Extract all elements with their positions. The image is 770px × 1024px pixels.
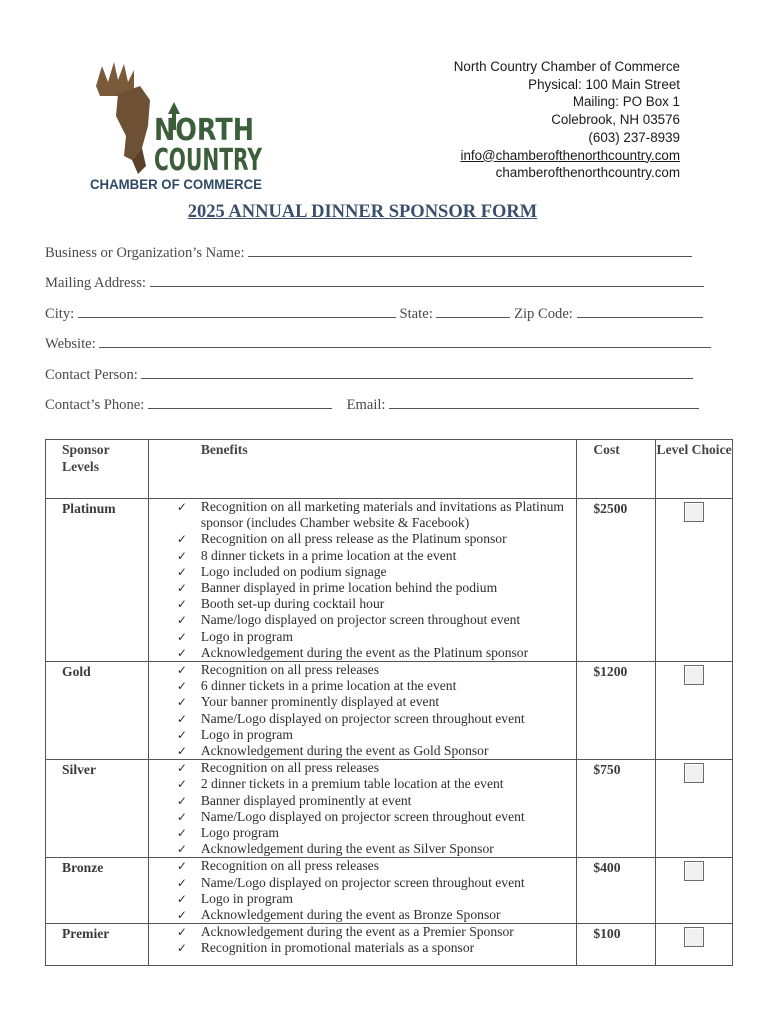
benefit-item [177,841,577,857]
checkmark-icon: ✓ [176,695,187,710]
sponsor-cost: $750 [577,760,656,858]
benefit-item [177,907,577,923]
svg-text:CHAMBER OF COMMERCE: CHAMBER OF COMMERCE [90,177,262,192]
svg-text:COUNTRY: COUNTRY [154,143,263,178]
level-choice-cell [656,924,733,966]
checkmark-icon: ✓ [176,925,187,940]
benefits-cell [148,760,577,858]
benefit-item [177,891,577,907]
form-title: 2025 ANNUAL DINNER SPONSOR FORM [187,202,538,222]
benefit-text: Recognition on all press releases [200,858,379,874]
benefits-list [177,499,577,661]
benefit-item [177,727,577,743]
benefits-list [177,662,577,759]
sponsor-level-name: Gold [46,662,149,760]
benefit-text: Logo in program [200,726,293,742]
phone-number: (603) 237-8939 [588,129,680,145]
benefit-text: Logo included on podium signage [200,563,387,579]
sponsor-level-name: Premier [46,924,149,966]
city-input[interactable] [78,305,396,318]
benefit-text: Name/Logo displayed on projector screen throughout event [200,710,525,726]
benefit-text: Acknowledgement during the event as Silver Sponsor [200,841,494,857]
checkmark-icon: ✓ [176,500,187,514]
phone-email-field [45,396,699,414]
benefits-list [177,924,577,956]
checkmark-icon: ✓ [176,581,187,596]
level-choice-checkbox[interactable] [684,927,704,947]
checkmark-icon: ✓ [176,842,187,857]
sponsor-table [45,439,733,966]
business-name-field [45,244,692,262]
benefits-cell [148,499,577,662]
contact-person-input[interactable] [141,366,693,379]
level-choice-cell [656,760,733,858]
zip-input[interactable] [577,305,703,318]
benefit-item [177,809,577,825]
benefit-text: Acknowledgement during the event as Gold Sponsor [200,743,489,759]
benefit-text: Name/Logo displayed on projector screen throughout event [200,808,525,824]
benefit-item [177,662,577,678]
checkmark-icon: ✓ [176,809,187,824]
business-name-input[interactable] [248,244,692,257]
mailing-address-input[interactable] [150,274,704,287]
sponsor-level-name: Silver [46,760,149,858]
benefit-item [177,645,577,661]
email-label: Email: [346,397,386,413]
moose-icon [88,56,268,194]
business-name-label: Business or Organization’s Name: [45,245,245,261]
sponsor-cost: $1200 [577,662,656,760]
checkmark-icon: ✓ [176,891,187,906]
header-sponsor-levels: Sponsor Levels [46,440,149,499]
checkmark-icon: ✓ [176,941,187,956]
benefit-item [177,678,577,694]
website-input[interactable] [99,335,711,348]
checkmark-icon: ✓ [176,663,187,678]
chamber-logo [88,56,268,194]
city-state-zip: Colebrook, NH 03576 [551,112,680,128]
checkmark-icon: ✓ [176,777,187,792]
benefit-item [177,940,577,956]
benefit-text: Recognition on all press releases [200,760,379,776]
benefit-text: Recognition in promotional materials as a sponsor [200,940,475,956]
zip-label: Zip Code: [514,306,573,322]
checkmark-icon: ✓ [176,761,187,776]
benefit-text: 6 dinner tickets in a prime location at the event [200,678,457,694]
svg-text:NORTH: NORTH [154,113,254,148]
checkmark-icon: ✓ [176,532,187,547]
benefit-item [177,596,577,612]
benefit-text: Banner displayed in prime location behind the podium [200,580,498,596]
benefit-text: Logo in program [200,890,293,906]
benefit-item [177,548,577,564]
benefit-item [177,924,577,940]
checkmark-icon: ✓ [176,727,187,742]
level-choice-cell [656,858,733,924]
sponsor-cost: $400 [577,858,656,924]
benefit-item [177,760,577,776]
benefit-text: Name/Logo displayed on projector screen throughout event [200,874,525,890]
website-field [45,335,711,353]
sponsor-row-bronze [46,858,733,924]
mailing-address-field [45,274,704,292]
checkmark-icon: ✓ [176,679,187,694]
benefit-text: Acknowledgement during the event as a Premier Sponsor [200,924,514,940]
checkmark-icon: ✓ [176,908,187,923]
sponsor-row-silver [46,760,733,858]
website-text: chamberofthenorthcountry.com [495,165,680,181]
physical-address: Physical: 100 Main Street [528,76,680,92]
checkmark-icon: ✓ [176,548,187,563]
state-input[interactable] [436,305,510,318]
benefit-text: Your banner prominently displayed at event [200,694,440,710]
benefits-cell [148,858,577,924]
benefit-item [177,629,577,645]
benefits-cell [148,924,577,966]
level-choice-checkbox[interactable] [684,861,704,881]
contact-person-label: Contact Person: [45,367,138,383]
sponsor-level-name: Platinum [46,499,149,662]
sponsor-row-gold [46,662,733,760]
benefit-text: 2 dinner tickets in a premium table location at the event [200,776,504,792]
phone-input[interactable] [148,396,332,409]
benefit-text: Acknowledgement during the event as the Platinum sponsor [200,644,529,660]
level-choice-checkbox[interactable] [684,665,704,685]
benefit-text: Booth set-up during cocktail hour [200,596,385,612]
benefit-text: Name/logo displayed on projector screen throughout event [200,612,521,628]
benefit-text: Banner displayed prominently at event [200,792,412,808]
header-level-choice: Level Choice [656,440,733,499]
city-state-zip-field [45,305,703,323]
benefit-item [177,499,577,531]
checkmark-icon: ✓ [176,793,187,808]
benefit-item [177,580,577,596]
benefit-item [177,531,577,547]
checkmark-icon: ✓ [176,875,187,890]
benefit-text: Recognition on all press release as the Platinum sponsor [200,531,507,547]
benefit-text: Recognition on all press releases [200,662,379,678]
contact-block [454,58,680,182]
checkmark-icon: ✓ [176,645,187,660]
mailing-address-label: Mailing Address: [45,275,146,291]
table-header-row [46,440,733,499]
benefit-item [177,875,577,891]
benefit-item [177,776,577,792]
header-cost: Cost [577,440,656,499]
level-choice-checkbox[interactable] [684,763,704,783]
benefit-text: Acknowledgement during the event as Bronze Sponsor [200,907,501,923]
benefit-item [177,825,577,841]
sponsor-row-premier [46,924,733,966]
checkmark-icon: ✓ [176,859,187,874]
city-label: City: [45,306,75,322]
benefit-item [177,694,577,710]
checkmark-icon: ✓ [176,711,187,726]
benefits-list [177,858,577,923]
sponsor-row-platinum [46,499,733,662]
benefit-item [177,564,577,580]
checkmark-icon: ✓ [176,744,187,759]
benefit-item [177,743,577,759]
sponsor-cost: $2500 [577,499,656,662]
benefit-item [177,793,577,809]
sponsor-cost: $100 [577,924,656,966]
checkmark-icon: ✓ [176,597,187,612]
benefit-text: Logo program [200,825,279,841]
level-choice-checkbox[interactable] [684,502,704,522]
phone-label: Contact’s Phone: [45,397,145,413]
benefit-text: 8 dinner tickets in a prime location at the event [200,547,457,563]
checkmark-icon: ✓ [176,564,187,579]
checkmark-icon: ✓ [176,629,187,644]
mailing-address: Mailing: PO Box 1 [572,94,680,110]
header-benefits: Benefits [148,440,577,499]
benefits-cell [148,662,577,760]
benefit-item [177,612,577,628]
benefit-item [177,858,577,874]
benefit-text: Recognition on all marketing materials and invitations as Platinum sponsor (includes Chamber website & Facebook) [200,499,565,531]
level-choice-cell [656,662,733,760]
benefit-item [177,711,577,727]
level-choice-cell [656,499,733,662]
website-label: Website: [45,336,96,352]
email-input[interactable] [389,396,699,409]
benefit-text: Logo in program [200,628,293,644]
email-link[interactable]: info@chamberofthenorthcountry.com [460,147,680,163]
checkmark-icon: ✓ [176,826,187,841]
contact-person-field [45,366,693,384]
checkmark-icon: ✓ [176,613,187,628]
state-label: State: [399,306,433,322]
org-name: North Country Chamber of Commerce [453,59,680,74]
benefits-list [177,760,577,857]
sponsor-level-name: Bronze [46,858,149,924]
